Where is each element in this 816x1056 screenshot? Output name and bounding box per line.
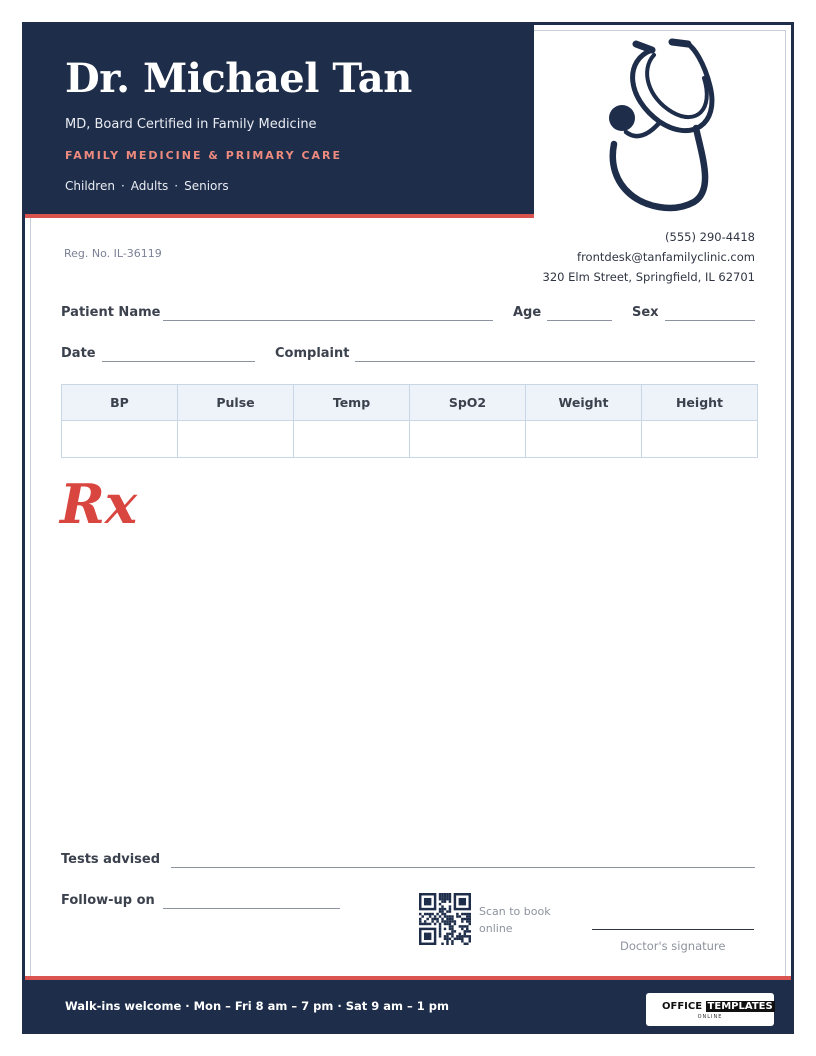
signature-line[interactable] bbox=[592, 929, 754, 930]
complaint-label: Complaint bbox=[275, 346, 350, 361]
patient-groups bbox=[65, 179, 229, 193]
date-field[interactable] bbox=[102, 361, 255, 362]
vitals-cell-pulse[interactable] bbox=[178, 421, 294, 458]
patient-group-seniors: Seniors bbox=[184, 179, 229, 193]
date-label: Date bbox=[61, 346, 96, 361]
vitals-cell-spo2[interactable] bbox=[410, 421, 526, 458]
contact-email: frontdesk@tanfamilyclinic.com bbox=[577, 250, 755, 264]
vitals-header-temp: Temp bbox=[294, 385, 410, 421]
vitals-value-row bbox=[62, 421, 758, 458]
registration-number: Reg. No. IL-36119 bbox=[64, 247, 162, 260]
tests-advised-label: Tests advised bbox=[61, 852, 161, 867]
patient-group-children: Children bbox=[65, 179, 115, 193]
vitals-header-row bbox=[62, 385, 758, 421]
vitals-header-pulse: Pulse bbox=[178, 385, 294, 421]
letterhead-header bbox=[25, 25, 534, 218]
separator-dot: · bbox=[120, 179, 125, 193]
tests-advised-field[interactable] bbox=[171, 867, 755, 868]
separator-dot: · bbox=[174, 179, 179, 193]
sex-label: Sex bbox=[632, 305, 659, 320]
vitals-header-spo2: SpO2 bbox=[410, 385, 526, 421]
brand-word-templates: TEMPLATES bbox=[707, 1001, 773, 1012]
doctor-credentials: MD, Board Certified in Family Medicine bbox=[65, 117, 317, 132]
follow-up-field[interactable] bbox=[163, 908, 340, 909]
vitals-cell-bp[interactable] bbox=[62, 421, 178, 458]
brand-wordmark bbox=[662, 1001, 775, 1012]
footer-bar bbox=[25, 976, 791, 1031]
vitals-cell-height[interactable] bbox=[642, 421, 758, 458]
vitals-header-weight: Weight bbox=[526, 385, 642, 421]
brand-word-online: ONLINE bbox=[697, 1014, 723, 1020]
complaint-field[interactable] bbox=[355, 361, 755, 362]
sex-field[interactable] bbox=[665, 320, 755, 321]
patient-name-label: Patient Name bbox=[61, 305, 161, 320]
scan-to-book-text: Scan to book online bbox=[479, 905, 551, 935]
qr-code-icon[interactable] bbox=[419, 893, 471, 945]
vitals-header-height: Height bbox=[642, 385, 758, 421]
vitals-cell-weight[interactable] bbox=[526, 421, 642, 458]
vitals-cell-temp[interactable] bbox=[294, 421, 410, 458]
clinic-hours: Walk-ins welcome · Mon – Fri 8 am – 7 pm · Sat 9 am – 1 pm bbox=[65, 999, 450, 1013]
contact-phone: (555) 290-4418 bbox=[665, 230, 755, 244]
contact-block bbox=[543, 227, 755, 287]
contact-address: 320 Elm Street, Springfield, IL 62701 bbox=[542, 270, 755, 284]
stethoscope-icon bbox=[596, 36, 726, 216]
vitals-table bbox=[61, 384, 758, 458]
patient-group-adults: Adults bbox=[130, 179, 169, 193]
age-field[interactable] bbox=[547, 320, 612, 321]
signature-label: Doctor's signature bbox=[620, 939, 726, 953]
follow-up-label: Follow-up on bbox=[61, 893, 155, 908]
vitals-header-bp: BP bbox=[62, 385, 178, 421]
doctor-name: Dr. Michael Tan bbox=[65, 55, 412, 102]
patient-name-field[interactable] bbox=[163, 320, 493, 321]
brand-logo[interactable] bbox=[646, 993, 774, 1026]
age-label: Age bbox=[513, 305, 542, 320]
rx-symbol: Rx bbox=[60, 472, 138, 536]
brand-word-office: OFFICE bbox=[662, 1001, 703, 1012]
specialty-label: FAMILY MEDICINE & PRIMARY CARE bbox=[65, 149, 343, 162]
